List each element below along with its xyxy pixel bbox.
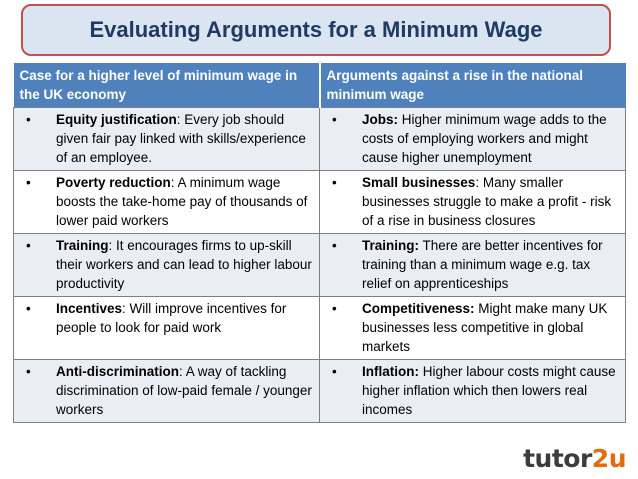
item-description: Might make many UK businesses less competitive in global markets: [362, 301, 608, 354]
item-description: A way of tackling discrimination of low-paid female / younger workers: [56, 364, 312, 417]
item-text: [362, 236, 621, 293]
list-item: [18, 299, 315, 337]
item-term: Training: [56, 238, 109, 253]
list-item: [18, 236, 315, 293]
table-cell-against: [320, 360, 626, 423]
item-term: Incentives: [56, 301, 123, 316]
bullet: •: [332, 301, 337, 316]
item-separator: :: [179, 364, 183, 379]
bullet: •: [332, 175, 337, 190]
bullet: •: [26, 301, 31, 316]
arguments-table: [13, 63, 626, 423]
item-text: [362, 299, 621, 356]
title-banner: [21, 4, 611, 56]
item-text: [56, 362, 315, 419]
table-row: [14, 108, 626, 171]
list-item: [18, 362, 315, 419]
table-cell-for: [14, 171, 320, 234]
list-item: [18, 173, 315, 230]
item-term: Training:: [362, 238, 419, 253]
bullet: •: [26, 112, 31, 127]
item-description: A minimum wage boosts the take-home pay of thousands of lower paid workers: [56, 175, 308, 228]
table-cell-against: [320, 108, 626, 171]
list-item: [324, 110, 621, 167]
table-header-row: [14, 63, 626, 108]
list-item: [324, 362, 621, 419]
item-text: [56, 236, 315, 293]
table-cell-against: [320, 297, 626, 360]
logo-text-accent: 2u: [591, 444, 626, 473]
bullet: •: [26, 238, 31, 253]
item-description: There are better incentives for training than a minimum wage e.g. tax relief on apprenticeships: [362, 238, 603, 291]
item-description: Every job should given fair pay linked with skills/experience of an employee.: [56, 112, 306, 165]
item-separator: :: [122, 301, 126, 316]
item-term: Anti-discrimination: [56, 364, 180, 379]
column-header-case-for: Case for a higher level of minimum wage in the UK economy: [14, 63, 320, 108]
item-term: Jobs:: [362, 112, 399, 127]
item-description: Will improve incentives for people to look for paid work: [56, 301, 287, 335]
item-text: [56, 173, 315, 230]
item-term: Equity justification: [56, 112, 177, 127]
table-cell-against: [320, 171, 626, 234]
list-item: [18, 110, 315, 167]
bullet: •: [332, 238, 337, 253]
column-header-arguments-against: Arguments against a rise in the national minimum wage: [320, 63, 626, 108]
list-item: [324, 236, 621, 293]
item-term: Inflation:: [362, 364, 419, 379]
bullet: •: [332, 112, 337, 127]
bullet: •: [26, 364, 31, 379]
bullet: •: [26, 175, 31, 190]
table-row: [14, 171, 626, 234]
table-row: [14, 297, 626, 360]
table-cell-for: [14, 297, 320, 360]
item-text: [56, 299, 315, 337]
table-cell-for: [14, 360, 320, 423]
item-text: [362, 362, 621, 419]
item-description: Higher minimum wage adds to the costs of employing workers and might cause higher unemployment: [362, 112, 607, 165]
item-separator: :: [108, 238, 113, 253]
tutor2u-logo: [523, 444, 626, 473]
table-cell-for: [14, 234, 320, 297]
item-text: [362, 110, 621, 167]
item-term: Poverty reduction: [56, 175, 171, 190]
item-description: Many smaller businesses struggle to make a profit - risk of a rise in business closures: [362, 175, 612, 228]
item-separator: :: [170, 175, 175, 190]
item-text: [56, 110, 315, 167]
table-row: [14, 360, 626, 423]
table-cell-against: [320, 234, 626, 297]
item-description: It encourages firms to up-skill their workers and can lead to higher labour productivity: [56, 238, 312, 291]
page-title: Evaluating Arguments for a Minimum Wage: [89, 17, 543, 42]
table-cell-for: [14, 108, 320, 171]
item-separator: :: [475, 175, 480, 190]
logo-text-main: tutor: [523, 444, 592, 473]
list-item: [324, 173, 621, 230]
item-term: Small businesses: [362, 175, 476, 190]
item-description: Higher labour costs might cause higher inflation which then lowers real incomes: [362, 364, 616, 417]
item-text: [362, 173, 621, 230]
item-separator: :: [176, 112, 181, 127]
bullet: •: [332, 364, 337, 379]
list-item: [324, 299, 621, 356]
table-row: [14, 234, 626, 297]
item-term: Competitiveness:: [362, 301, 475, 316]
